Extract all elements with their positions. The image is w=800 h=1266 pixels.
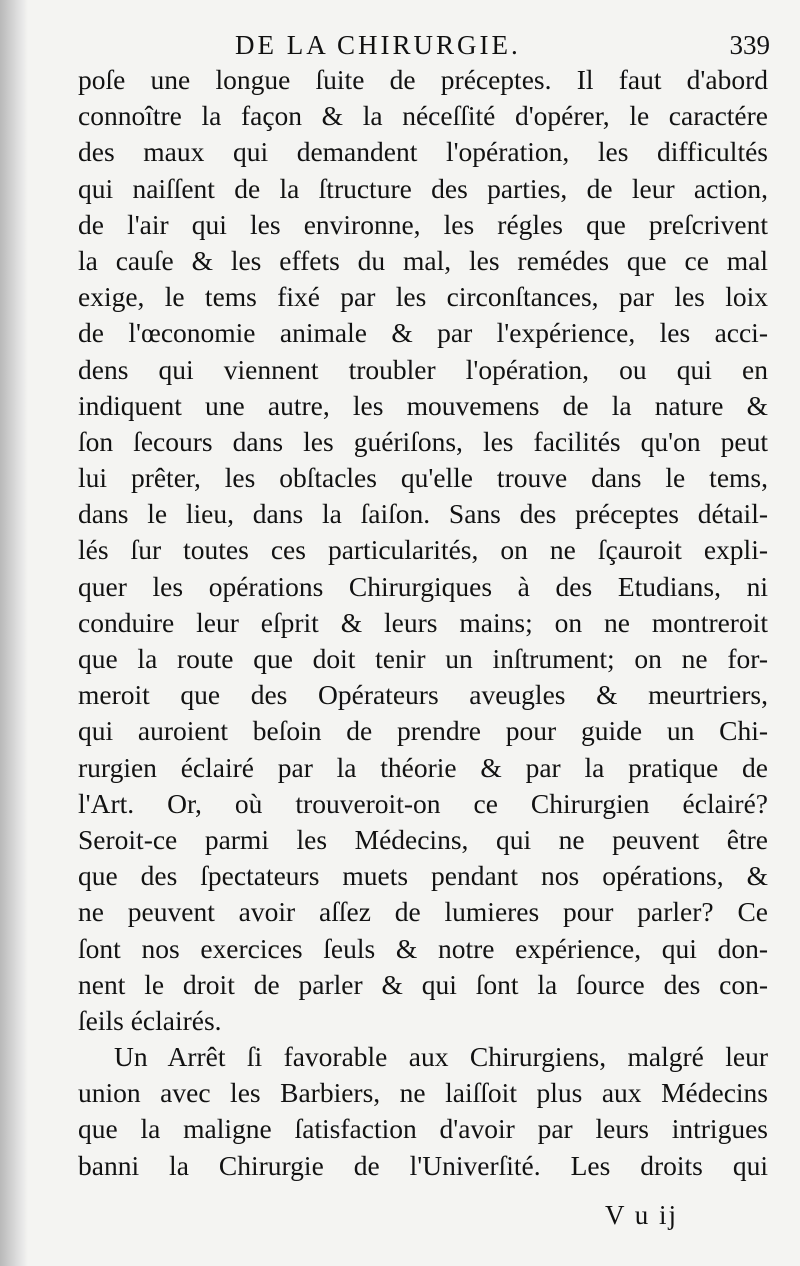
text-line: connoître la façon & la néceſſité d'opérer, le caractére [78, 100, 768, 132]
text-line: lui prêter, les obſtacles qu'elle trouve dans le tems, [78, 462, 768, 494]
text-line: Seroit-ce parmi les Médecins, qui ne peuvent être [78, 823, 768, 855]
text-line: que la route que doit tenir un inſtrument; on ne for- [78, 643, 768, 674]
text-line: poſe une longue ſuite de préceptes. Il faut d'abord [78, 64, 768, 95]
text-line: indiquent une autre, les mouvemens de la nature & [78, 389, 768, 421]
text-line: qui auroient beſoin de prendre pour guide un Chi- [78, 715, 768, 747]
text-line: dens qui viennent troubler l'opération, ou qui en [78, 353, 768, 385]
text-line: meroit que des Opérateurs aveugles & meurtriers, [78, 679, 768, 711]
text-line: que la maligne ſatisfaction d'avoir par leurs intrigues [78, 1113, 768, 1145]
text-line: dans le lieu, dans la ſaiſon. Sans des préceptes détail- [78, 498, 768, 530]
text-line: lés ſur toutes ces particularités, on ne ſçauroit expli- [78, 534, 768, 566]
text-line: que des ſpectateurs muets pendant nos opérations, & [78, 860, 768, 892]
text-line: de l'œconomie animale & par l'expérience, les acci- [78, 317, 768, 349]
text-line: de l'air qui les environne, les régles que preſcrivent [78, 208, 768, 240]
text-line: des maux qui demandent l'opération, les difficultés [78, 136, 768, 168]
page-gutter-shadow [0, 0, 28, 1266]
page-number: 339 [729, 30, 770, 60]
text-line: quer les opérations Chirurgiques à des Etudians, ni [78, 570, 768, 602]
text-line: conduire leur eſprit & leurs mains; on ne montreroit [78, 606, 768, 638]
text-line: ne peuvent avoir aſſez de lumieres pour parler? Ce [78, 896, 768, 928]
text-line: ſont nos exercices ſeuls & notre expérience, qui don- [78, 932, 768, 964]
text-line: rurgien éclairé par la théorie & par la pratique de [78, 751, 768, 783]
running-head [80, 30, 770, 66]
text-line: qui naiſſent de la ſtructure des parties, de leur action, [78, 172, 768, 204]
body-text [78, 62, 768, 1184]
text-line: nent le droit de parler & qui ſont la ſource des con- [78, 968, 768, 1000]
paragraph-start-line: Un Arrêt ſi favorable aux Chirurgiens, malgré leur [114, 1041, 768, 1073]
paragraph-end-line: ſeils éclairés. [78, 1004, 222, 1036]
text-line: l'Art. Or, où trouveroit-on ce Chirurgien éclairé? [78, 787, 768, 819]
running-title: DE LA CHIRURGIE. [235, 30, 521, 60]
signature-mark: V u ij [605, 1200, 679, 1230]
text-line: banni la Chirurgie de l'Univerſité. Les droits qui [78, 1149, 768, 1181]
text-line: la cauſe & les effets du mal, les remédes que ce mal [78, 244, 768, 276]
text-line: union avec les Barbiers, ne laiſſoit plus aux Médecins [78, 1077, 768, 1109]
text-line: ſon ſecours dans les guériſons, les facilités qu'on peut [78, 425, 768, 457]
text-line: exige, le tems fixé par les circonſtances, par les loix [78, 281, 768, 313]
